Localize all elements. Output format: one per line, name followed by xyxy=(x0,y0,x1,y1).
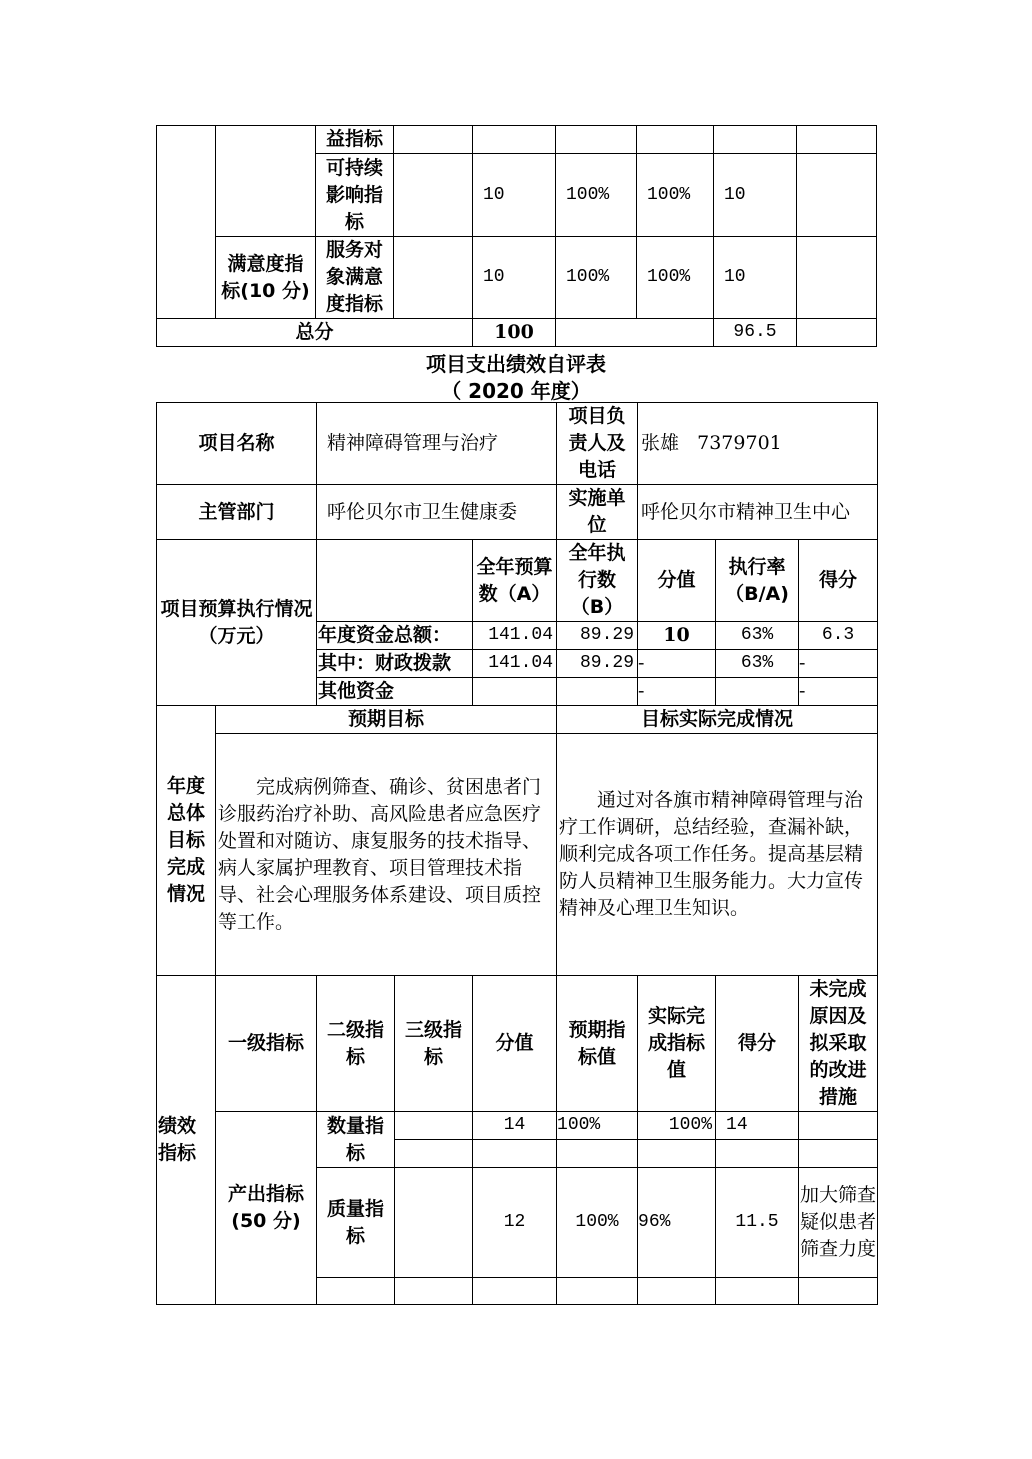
budget-other-score: - xyxy=(638,678,716,706)
satisfaction-indicator-label: 满意度指标(10 分) xyxy=(216,237,316,319)
project-name-value: 精神障碍管理与治疗 xyxy=(317,403,557,485)
budget-header-annual-budget: 全年预算数（A） xyxy=(473,540,557,622)
budget-other-got: - xyxy=(799,678,878,706)
expected-value: 100% xyxy=(556,237,637,319)
leader-label: 项目负责人及电话 xyxy=(557,403,638,485)
score-value: 10 xyxy=(473,154,556,237)
budget-fiscal-rate: 63% xyxy=(716,650,799,678)
project-name-label: 项目名称 xyxy=(157,403,317,485)
quality-got: 11.5 xyxy=(716,1168,799,1278)
quantity-actual: 100% xyxy=(638,1112,716,1140)
budget-header-annual-executed: 全年执行数（B） xyxy=(557,540,638,622)
actual-goal-text: 通过对各旗市精神障碍管理与治疗工作调研，总结经验，查漏补缺，顺利完成各项工作任务。提高基层精防人员精神卫生服务能力。大力宣传精神及心理卫生知识。 xyxy=(557,734,878,976)
quality-indicator-label: 质量指标 xyxy=(317,1168,395,1278)
expected-value: 100% xyxy=(556,154,637,237)
implementing-unit-value: 呼伦贝尔市精神卫生中心 xyxy=(638,485,878,540)
quality-actual: 96% xyxy=(638,1168,716,1278)
budget-total-score: 10 xyxy=(638,622,716,650)
form-year: （ 2020 年度） xyxy=(441,379,591,403)
benefit-indicator-label: 益指标 xyxy=(316,126,394,154)
perf-header-level1: 一级指标 xyxy=(216,976,317,1112)
quantity-score: 14 xyxy=(473,1112,557,1140)
total-label: 总分 xyxy=(157,319,473,347)
total-score: 100 xyxy=(473,319,556,347)
continued-indicator-table xyxy=(156,125,877,347)
sustainability-indicator-label: 可持续影响指标 xyxy=(316,154,394,237)
score-value: 10 xyxy=(473,237,556,319)
perf-header-got: 得分 xyxy=(716,976,799,1112)
perf-header-score: 分值 xyxy=(473,976,557,1112)
budget-fiscal-b: 89.29 xyxy=(557,650,638,678)
department-value: 呼伦贝尔市卫生健康委 xyxy=(317,485,557,540)
budget-total-a: 141.04 xyxy=(473,622,557,650)
budget-total-b: 89.29 xyxy=(557,622,638,650)
quantity-indicator-label: 数量指标 xyxy=(317,1112,395,1168)
budget-header-exec-rate: 执行率（B/A) xyxy=(716,540,799,622)
expected-goal-text: 完成病例筛查、确诊、贫困患者门诊服药治疗补助、高风险患者应急医疗处置和对随访、康复服务的技术指导、病人家属护理教育、项目管理技术指导、社会心理服务体系建设、项目质控等工作。 xyxy=(216,734,557,976)
service-satisfaction-label: 服务对象满意度指标 xyxy=(316,237,394,319)
leader-value: 张雄 7379701 xyxy=(638,403,878,485)
annual-goal-label: 年度总体目标完成情况 xyxy=(157,706,216,976)
quality-score: 12 xyxy=(473,1168,557,1278)
got-value: 10 xyxy=(714,154,797,237)
perf-header-level2: 二级指标 xyxy=(317,976,395,1112)
perf-header-actual: 实际完成指标值 xyxy=(638,976,716,1112)
actual-value: 100% xyxy=(637,154,714,237)
perf-header-expected: 预期指标值 xyxy=(557,976,638,1112)
form-title: 项目支出绩效自评表 xyxy=(426,352,606,376)
budget-header-got: 得分 xyxy=(799,540,878,622)
output-indicator-label: 产出指标 (50 分) xyxy=(216,1112,317,1305)
level1-blank-cell xyxy=(157,126,216,319)
budget-other-a xyxy=(473,678,557,706)
budget-fiscal-got: - xyxy=(799,650,878,678)
budget-row-other-label: 其他资金 xyxy=(317,678,473,706)
actual-value: 100% xyxy=(637,237,714,319)
level1-blank-cell xyxy=(216,126,316,237)
budget-fiscal-a: 141.04 xyxy=(473,650,557,678)
budget-total-rate: 63% xyxy=(716,622,799,650)
budget-other-rate xyxy=(716,678,799,706)
expected-goal-header: 预期目标 xyxy=(216,706,557,734)
implementing-unit-label: 实施单位 xyxy=(557,485,638,540)
budget-other-b xyxy=(557,678,638,706)
budget-total-got: 6.3 xyxy=(799,622,878,650)
budget-row-fiscal-label: 其中：财政拨款 xyxy=(317,650,473,678)
budget-fiscal-score: - xyxy=(638,650,716,678)
quantity-reason xyxy=(799,1112,878,1140)
budget-execution-label: 项目预算执行情况 （万元） xyxy=(157,540,317,706)
got-value: 10 xyxy=(714,237,797,319)
quality-expected: 100% xyxy=(557,1168,638,1278)
perf-header-reason: 未完成原因及拟采取的改进措施 xyxy=(799,976,878,1112)
actual-goal-header: 目标实际完成情况 xyxy=(557,706,878,734)
budget-row-total-label: 年度资金总额： xyxy=(317,622,473,650)
total-got: 96.5 xyxy=(714,319,797,347)
self-evaluation-table xyxy=(156,402,878,1305)
quality-reason: 加大筛查疑似患者筛查力度 xyxy=(799,1168,878,1278)
perf-header-level3: 三级指标 xyxy=(395,976,473,1112)
department-label: 主管部门 xyxy=(157,485,317,540)
performance-indicator-label: 绩效指标 xyxy=(157,976,216,1305)
quantity-got: 14 xyxy=(716,1112,799,1140)
budget-header-score: 分值 xyxy=(638,540,716,622)
quantity-expected: 100% xyxy=(557,1112,638,1140)
